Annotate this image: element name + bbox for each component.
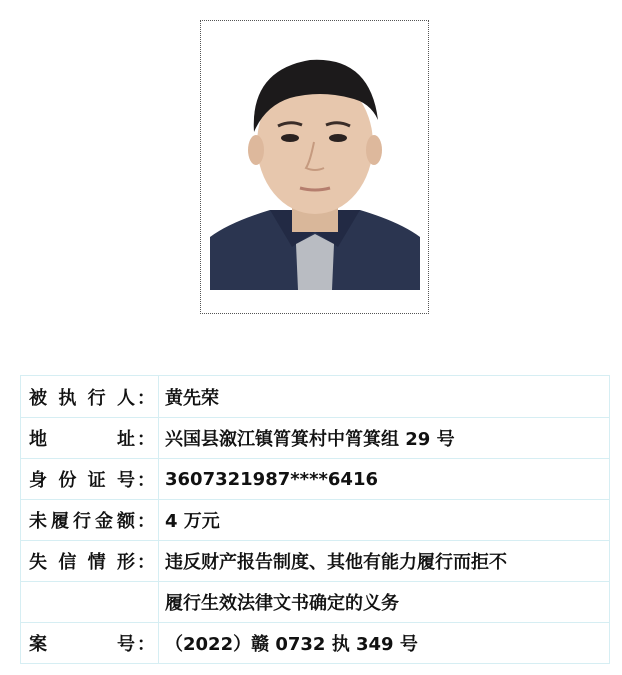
row-label-char: 身 — [29, 470, 47, 491]
row-label-cell — [21, 541, 159, 582]
row-label — [29, 384, 135, 410]
table-row — [21, 623, 610, 664]
row-label-char: 执 — [58, 387, 77, 409]
table-row — [21, 418, 610, 459]
label-colon: ： — [137, 552, 155, 573]
row-label-char: 案 — [29, 634, 47, 655]
row-label-char: 被 — [29, 387, 47, 409]
row-label — [29, 425, 135, 451]
label-colon: ： — [137, 470, 155, 491]
table-row — [21, 500, 610, 541]
row-value: 违反财产报告制度、其他有能力履行而拒不 — [159, 541, 610, 582]
table-row — [21, 459, 610, 500]
label-colon: ： — [137, 429, 155, 450]
row-label-char: 失 — [29, 552, 47, 573]
row-label-char: 未 — [29, 511, 47, 532]
label-colon: ： — [137, 387, 155, 409]
table-row — [21, 541, 610, 582]
row-label — [29, 548, 135, 574]
row-label-cell — [21, 582, 159, 623]
info-table — [20, 375, 610, 664]
row-value: （2022）赣 0732 执 349 号 — [159, 623, 610, 664]
row-label-char: 址 — [117, 429, 135, 450]
row-value: 履行生效法律文书确定的义务 — [159, 582, 610, 623]
row-value: 3607321987****6416 — [159, 459, 610, 500]
row-label — [29, 507, 135, 533]
row-label-char: 证 — [87, 470, 106, 491]
table-row — [21, 376, 610, 418]
photo-frame — [200, 20, 429, 314]
row-label-char: 信 — [58, 552, 77, 573]
row-label-char: 行 — [73, 511, 91, 532]
row-label — [29, 466, 135, 492]
row-label-cell — [21, 623, 159, 664]
row-label-char: 形 — [116, 552, 135, 573]
row-label-char: 额 — [117, 511, 135, 532]
row-label-cell — [21, 376, 159, 418]
row-label-char: 份 — [58, 470, 77, 491]
row-label-char: 号 — [116, 470, 135, 491]
row-label-char: 人 — [116, 387, 135, 409]
row-label — [29, 630, 135, 656]
row-label-char: 行 — [87, 387, 106, 409]
table-row — [21, 582, 610, 623]
label-colon: ： — [137, 634, 155, 655]
label-colon: ： — [137, 511, 155, 532]
portrait-illustration — [210, 32, 420, 290]
row-value: 黄先荣 — [159, 376, 610, 418]
row-label-char: 履 — [51, 511, 69, 532]
row-label-char: 金 — [95, 511, 113, 532]
row-label-char: 地 — [29, 429, 47, 450]
row-value: 4 万元 — [159, 500, 610, 541]
person-photo — [210, 32, 420, 290]
row-value: 兴国县溆江镇筲箕村中筲箕组 29 号 — [159, 418, 610, 459]
row-label-char: 情 — [87, 552, 106, 573]
row-label-char: 号 — [117, 634, 135, 655]
row-label-cell — [21, 500, 159, 541]
row-label-cell — [21, 418, 159, 459]
row-label-cell — [21, 459, 159, 500]
